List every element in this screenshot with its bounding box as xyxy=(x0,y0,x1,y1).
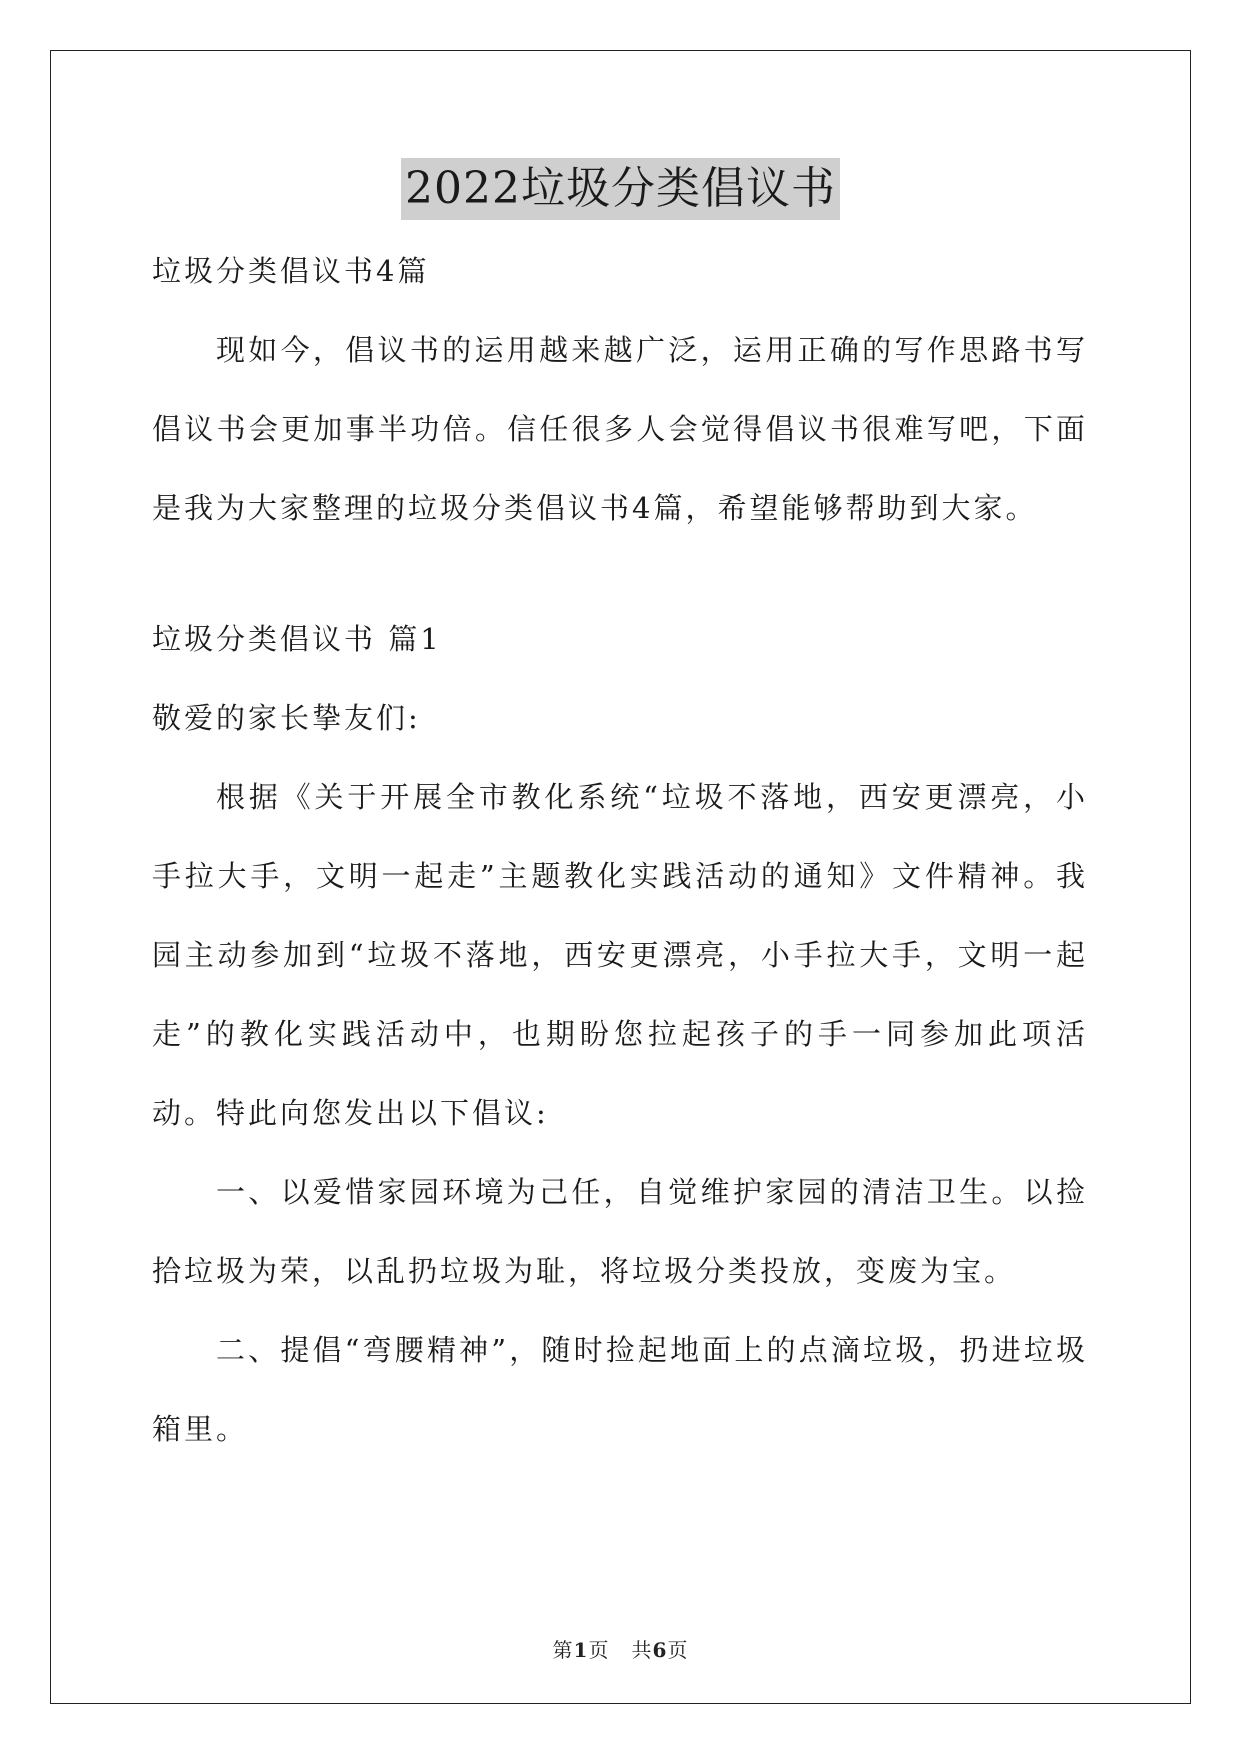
section-heading: 垃圾分类倡议书 篇1 xyxy=(152,622,442,656)
footer-prefix: 第 xyxy=(552,1638,574,1662)
page-footer xyxy=(0,1634,1241,1663)
document-subtitle: 垃圾分类倡议书4篇 xyxy=(152,254,430,288)
footer-suffix: 页 xyxy=(667,1638,689,1662)
document-title: 2022垃圾分类倡议书 xyxy=(401,158,840,220)
body-paragraph: 二、提倡“弯腰精神”，随时捡起地面上的点滴垃圾，扔进垃圾箱里。 xyxy=(152,1333,1088,1446)
section-spacer xyxy=(152,548,1088,600)
total-page-count: 6 xyxy=(652,1638,668,1662)
salutation: 敬爱的家长挚友们: xyxy=(152,701,421,735)
current-page-number: 1 xyxy=(573,1638,589,1662)
document-body xyxy=(152,232,1088,1469)
footer-middle: 页 共 xyxy=(588,1638,653,1662)
intro-paragraph: 现如今，倡议书的运用越来越广泛，运用正确的写作思路书写倡议书会更加事半功倍。信任很多人会觉得倡议书很难写吧，下面是我为大家整理的垃圾分类倡议书4篇，希望能够帮助到大家。 xyxy=(152,333,1088,525)
body-paragraph: 根据《关于开展全市教化系统“垃圾不落地，西安更漂亮，小手拉大手，文明一起走”主题教化实践活动的通知》文件精神。我园主动参加到“垃圾不落地，西安更漂亮，小手拉大手，文明一起走”的教化实践活动中，也期盼您拉起孩子的手一同参加此项活动。特此向您发出以下倡议: xyxy=(152,780,1088,1130)
title-container xyxy=(0,158,1241,220)
body-paragraph: 一、以爱惜家园环境为己任，自觉维护家园的清洁卫生。以捡拾垃圾为荣，以乱扔垃圾为耻，将垃圾分类投放，变废为宝。 xyxy=(152,1175,1088,1288)
